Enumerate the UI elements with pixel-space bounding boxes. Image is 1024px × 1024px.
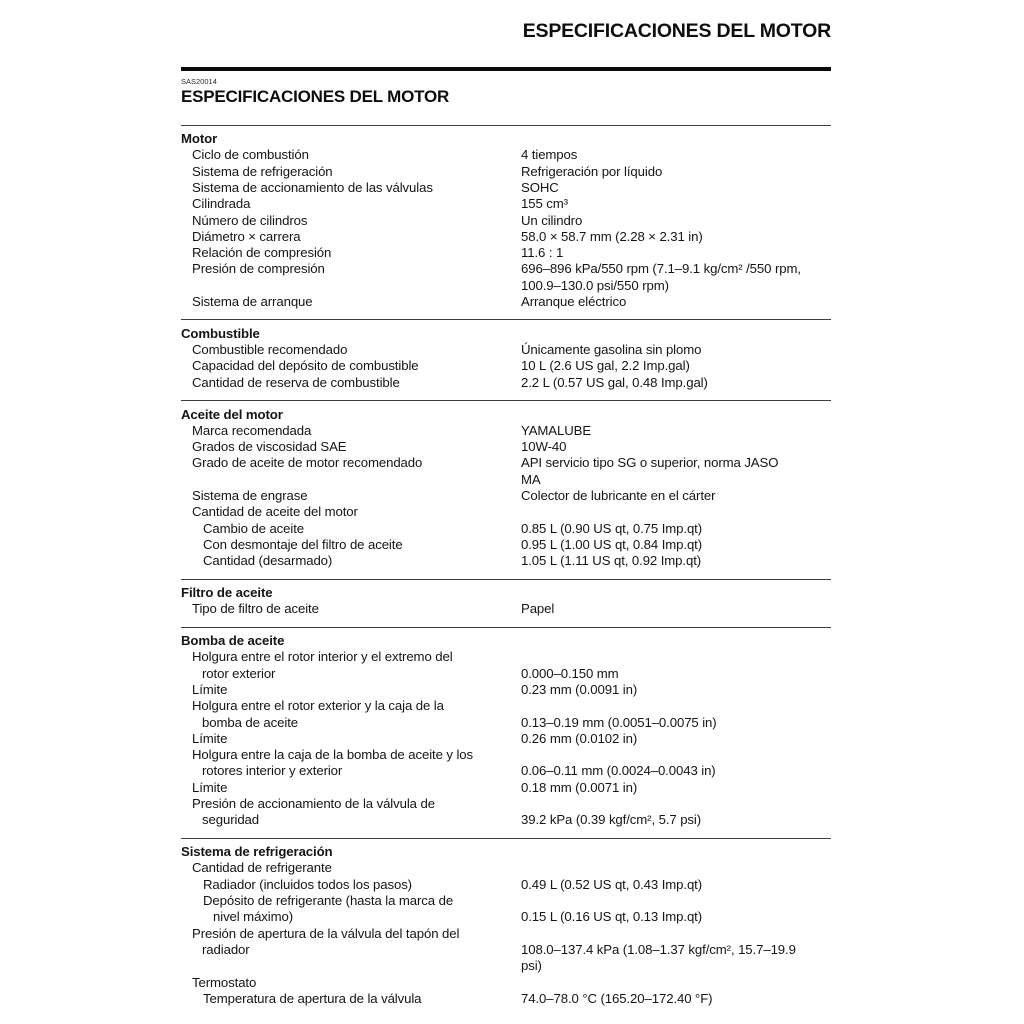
spec-sections: [181, 125, 831, 1008]
spec-row: [181, 553, 831, 569]
spec-label: [181, 488, 521, 504]
spec-label-line: Grado de aceite de motor recomendado: [192, 455, 423, 471]
spec-row: [181, 698, 831, 731]
spec-section: [181, 400, 831, 578]
spec-label-line: Diámetro × carrera: [192, 228, 301, 244]
spec-label: [181, 877, 521, 893]
spec-label-line: Límite: [192, 779, 228, 795]
spec-value: [521, 180, 831, 196]
spec-label-line: Límite: [192, 682, 228, 697]
page-content: [181, 0, 831, 1007]
spec-label-line: Sistema de refrigeración: [192, 163, 333, 179]
spec-label: [181, 439, 521, 455]
spec-row: [181, 747, 831, 780]
spec-label: [181, 796, 521, 829]
spec-value: [521, 991, 831, 1007]
spec-value: [521, 763, 831, 779]
spec-value: [521, 375, 831, 391]
spec-value-line: 58.0 × 58.7 mm (2.28 × 2.31 in): [521, 228, 703, 244]
spec-label: [181, 747, 521, 780]
spec-section: [181, 579, 831, 627]
spec-label: [181, 860, 521, 876]
spec-label-line: Ciclo de combustión: [192, 147, 309, 163]
spec-row: [181, 196, 831, 212]
spec-row: [181, 601, 831, 617]
spec-row: [181, 682, 831, 698]
spec-label: [181, 229, 521, 245]
spec-value: [521, 455, 831, 488]
spec-value-line: Únicamente gasolina sin plomo: [521, 342, 702, 358]
spec-label-line: Cantidad de refrigerante: [192, 860, 332, 876]
spec-label-line: Sistema de accionamiento de las válvulas: [192, 179, 433, 195]
section-title: Filtro de aceite: [181, 585, 273, 601]
spec-value: [521, 488, 831, 504]
spec-label-line: Cambio de aceite: [203, 520, 305, 536]
spec-label-line: Presión de accionamiento de la válvula de: [192, 796, 435, 812]
spec-label-line: bomba de aceite: [202, 714, 299, 730]
spec-label-line: Presión de apertura de la válvula del tapón del: [192, 925, 460, 941]
spec-value-line: SOHC: [521, 179, 559, 195]
spec-row: [181, 358, 831, 374]
spec-row: [181, 796, 831, 829]
spec-section: [181, 627, 831, 838]
spec-value-line: 100.9–130.0 psi/550 rpm): [521, 277, 669, 293]
spec-label-line: Depósito de refrigerante (hasta la marca de: [203, 893, 454, 909]
spec-value-line: Un cilindro: [521, 212, 583, 228]
spec-row: [181, 537, 831, 553]
spec-row: [181, 926, 831, 975]
spec-value: [521, 261, 831, 294]
spec-value: [521, 942, 831, 975]
spec-row: [181, 991, 831, 1007]
spec-label: [181, 521, 521, 537]
spec-value: [521, 601, 831, 617]
page-title: ESPECIFICACIONES DEL MOTOR: [181, 86, 450, 106]
spec-row: [181, 649, 831, 682]
spec-row: [181, 147, 831, 163]
paragraph-code: SAS20014: [181, 76, 217, 86]
spec-value: [521, 423, 831, 439]
spec-label: [181, 245, 521, 261]
spec-label: [181, 731, 521, 747]
spec-label: [181, 375, 521, 391]
spec-row: [181, 860, 831, 876]
spec-label-line: Temperatura de apertura de la válvula: [203, 990, 422, 1006]
spec-label-line: Capacidad del depósito de combustible: [192, 358, 419, 374]
spec-label-line: Marca recomendada: [192, 422, 312, 438]
spec-row: [181, 504, 831, 520]
spec-value-line: 0.23 mm (0.0091 in): [521, 682, 638, 697]
spec-row: [181, 780, 831, 796]
spec-label: [181, 698, 521, 731]
spec-label-line: Holgura entre el rotor interior y el extremo del: [192, 649, 453, 665]
spec-value: [521, 358, 831, 374]
spec-value: [521, 682, 831, 698]
spec-value-line: 10 L (2.6 US gal, 2.2 Imp.gal): [521, 358, 690, 374]
spec-label-line: Radiador (incluidos todos los pasos): [203, 876, 412, 892]
running-header: ESPECIFICACIONES DEL MOTOR: [522, 20, 831, 42]
spec-label-line: Tipo de filtro de aceite: [192, 601, 319, 617]
spec-label-line: rotores interior y exterior: [202, 763, 343, 779]
spec-label-line: Sistema de engrase: [192, 488, 308, 504]
spec-value: [521, 666, 831, 682]
spec-value-line: Arranque eléctrico: [521, 294, 627, 310]
spec-row: [181, 229, 831, 245]
spec-value: [521, 909, 831, 925]
spec-value: [521, 521, 831, 537]
spec-label-line: Límite: [192, 730, 228, 746]
spec-value-line: 11.6 : 1: [521, 245, 564, 261]
spec-label-line: Con desmontaje del filtro de aceite: [203, 536, 403, 552]
spec-value-line: 0.95 L (1.00 US qt, 0.84 Imp.qt): [521, 536, 703, 552]
spec-label-line: Termostato: [192, 974, 257, 990]
section-title: Aceite del motor: [181, 406, 283, 422]
spec-value-line: YAMALUBE: [521, 422, 592, 438]
spec-label: [181, 649, 521, 682]
spec-row: [181, 439, 831, 455]
spec-row: [181, 213, 831, 229]
spec-label: [181, 537, 521, 553]
spec-value-line: 108.0–137.4 kPa (1.08–1.37 kgf/cm², 15.7–19.9: [521, 941, 796, 957]
section-title: Combustible: [181, 325, 260, 341]
spec-label: [181, 164, 521, 180]
spec-label: [181, 780, 521, 796]
section-title: Motor: [181, 131, 218, 147]
spec-value-line: MA: [521, 471, 541, 487]
spec-row: [181, 521, 831, 537]
spec-row: [181, 180, 831, 196]
spec-value: [521, 780, 831, 796]
spec-label: [181, 991, 521, 1007]
spec-label: [181, 358, 521, 374]
spec-value: [521, 147, 831, 163]
spec-label: [181, 342, 521, 358]
spec-value: [521, 229, 831, 245]
spec-row: [181, 164, 831, 180]
spec-value-line: 0.13–0.19 mm (0.0051–0.0075 in): [521, 714, 717, 730]
spec-value-line: 74.0–78.0 °C (165.20–172.40 °F): [521, 990, 713, 1006]
spec-label: [181, 682, 521, 698]
spec-value: [521, 213, 831, 229]
spec-label-line: Holgura entre el rotor exterior y la caja de la: [192, 698, 444, 714]
spec-row: [181, 893, 831, 926]
spec-section: [181, 319, 831, 400]
spec-label: [181, 455, 521, 471]
spec-label-line: Combustible recomendado: [192, 342, 348, 358]
spec-label-line: Cantidad (desarmado): [203, 553, 333, 569]
spec-value-line: Colector de lubricante en el cárter: [521, 488, 716, 504]
spec-row: [181, 455, 831, 488]
spec-label: [181, 553, 521, 569]
spec-row: [181, 423, 831, 439]
spec-value-line: 0.06–0.11 mm (0.0024–0.0043 in): [521, 763, 716, 779]
spec-value-line: psi): [521, 958, 542, 974]
spec-label: [181, 180, 521, 196]
spec-value-line: 0.18 mm (0.0071 in): [521, 779, 638, 795]
spec-value: [521, 164, 831, 180]
spec-label-line: Presión de compresión: [192, 261, 325, 277]
section-title: Sistema de refrigeración: [181, 844, 333, 860]
spec-value: [521, 342, 831, 358]
spec-row: [181, 975, 831, 991]
spec-row: [181, 261, 831, 294]
spec-value-line: 2.2 L (0.57 US gal, 0.48 Imp.gal): [521, 374, 708, 390]
spec-label: [181, 975, 521, 991]
spec-section: [181, 125, 831, 320]
spec-label-line: Cilindrada: [192, 196, 251, 212]
spec-value: [521, 553, 831, 569]
spec-label: [181, 893, 521, 926]
spec-value-line: 0.49 L (0.52 US qt, 0.43 Imp.qt): [521, 876, 703, 892]
spec-label: [181, 147, 521, 163]
spec-label-line: Grados de viscosidad SAE: [192, 439, 347, 455]
spec-row: [181, 375, 831, 391]
spec-label-line: seguridad: [202, 812, 260, 828]
spec-label-line: rotor exterior: [202, 665, 276, 681]
spec-value: [521, 877, 831, 893]
spec-value: [521, 537, 831, 553]
spec-label-line: Cantidad de aceite del motor: [192, 504, 358, 520]
spec-label-line: Cantidad de reserva de combustible: [192, 374, 400, 390]
spec-value-line: 4 tiempos: [521, 147, 578, 163]
spec-value-line: Refrigeración por líquido: [521, 163, 663, 179]
spec-label: [181, 294, 521, 310]
spec-label-line: Número de cilindros: [192, 212, 308, 228]
section-title: Bomba de aceite: [181, 633, 285, 649]
spec-label: [181, 423, 521, 439]
spec-value: [521, 439, 831, 455]
spec-value-line: 1.05 L (1.11 US qt, 0.92 Imp.qt): [521, 553, 702, 569]
spec-row: [181, 731, 831, 747]
spec-section: [181, 838, 831, 1007]
spec-value-line: API servicio tipo SG o superior, norma JASO: [521, 455, 779, 471]
spec-value-line: 39.2 kPa (0.39 kgf/cm², 5.7 psi): [521, 812, 702, 828]
spec-value-line: 10W-40: [521, 439, 567, 455]
spec-value-line: 0.26 mm (0.0102 in): [521, 730, 638, 746]
spec-label: [181, 601, 521, 617]
spec-label-line: Sistema de arranque: [192, 294, 313, 310]
spec-value-line: 155 cm³: [521, 196, 568, 212]
spec-label: [181, 261, 521, 277]
spec-value-line: 0.85 L (0.90 US qt, 0.75 Imp.qt): [521, 520, 703, 536]
spec-row: [181, 488, 831, 504]
spec-value: [521, 715, 831, 731]
spec-row: [181, 245, 831, 261]
spec-value: [521, 294, 831, 310]
spec-label-line: nivel máximo): [213, 909, 294, 925]
spec-row: [181, 294, 831, 310]
spec-value: [521, 812, 831, 828]
spec-value: [521, 245, 831, 261]
spec-label: [181, 213, 521, 229]
spec-label: [181, 504, 521, 520]
spec-value: [521, 196, 831, 212]
spec-label-line: Relación de compresión: [192, 245, 332, 261]
spec-row: [181, 877, 831, 893]
spec-value-line: Papel: [521, 601, 555, 617]
spec-value-line: 696–896 kPa/550 rpm (7.1–9.1 kg/cm² /550 rpm,: [521, 261, 801, 277]
spec-row: [181, 342, 831, 358]
header-rule: [181, 67, 831, 71]
spec-label-line: radiador: [202, 941, 250, 957]
spec-value: [521, 731, 831, 747]
spec-value-line: 0.000–0.150 mm: [521, 665, 619, 681]
spec-label: [181, 196, 521, 212]
spec-label: [181, 926, 521, 959]
spec-value-line: 0.15 L (0.16 US qt, 0.13 Imp.qt): [521, 909, 703, 925]
spec-label-line: Holgura entre la caja de la bomba de aceite y los: [192, 747, 474, 763]
